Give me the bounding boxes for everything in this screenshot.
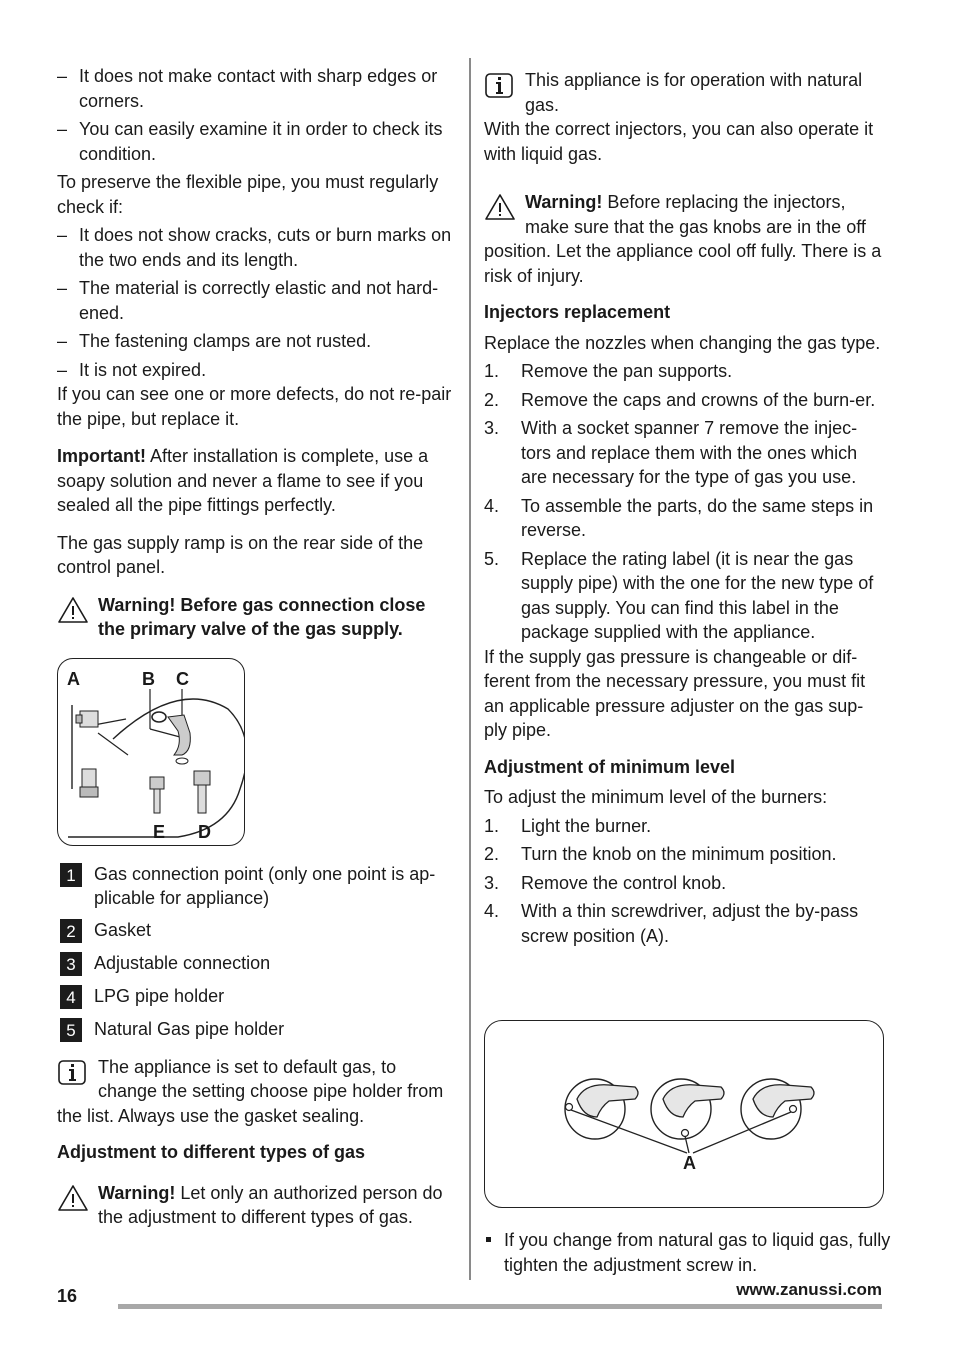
warning-triangle-icon: [57, 596, 89, 624]
info-default-gas: [57, 1055, 457, 1129]
left-column: [57, 64, 457, 1230]
warning-text: Before replacing the injectors, make sure that the gas knobs are in the off position. Let the appliance cool off fully. There is a risk of injury.: [484, 192, 882, 286]
step-number: 1.: [484, 815, 500, 836]
warning-body: [98, 1181, 457, 1230]
figure-label-b: B: [142, 668, 155, 689]
heading-injectors-replacement: Injectors replacement: [484, 302, 671, 322]
step-text: Remove the pan supports.: [521, 361, 733, 381]
list-item: [484, 547, 884, 645]
heading-adjust-gas-types: Adjustment to different types of gas: [57, 1142, 366, 1162]
ramp-paragraph: The gas supply ramp is on the rear side of the control panel.: [57, 532, 424, 577]
warning-label: Warning!: [525, 192, 603, 212]
warning-label: Warning!: [98, 1182, 176, 1203]
step-number: 4.: [484, 901, 500, 921]
warning-gas-connection: [57, 593, 457, 642]
legend-text: Gas connection point (only one point is ap-plicable for appliance): [94, 863, 436, 908]
info-text: This appliance is for operation with natural gas.: [525, 70, 863, 115]
step-number: 2.: [484, 844, 500, 864]
step-text: To assemble the parts, do the same steps in reverse.: [521, 495, 874, 540]
minimum-level-steps: [484, 814, 884, 949]
list-item: [484, 359, 884, 384]
list-item: [484, 388, 884, 413]
info-icon: [484, 71, 516, 99]
step-number: 1.: [484, 361, 500, 381]
warning-triangle-icon: [57, 1184, 89, 1212]
website-url: www.zanussi.com: [736, 1280, 882, 1299]
step-number: 5.: [484, 548, 500, 569]
figure-label-c: C: [176, 668, 189, 689]
page-number: 16: [57, 1286, 78, 1306]
warning-text: Let only an authorized person do the adjustment to different types of gas.: [98, 1182, 443, 1227]
figure-legend: [57, 862, 457, 1043]
list-item: – The fastening clamps are not rusted.: [57, 329, 457, 354]
legend-number: 2: [60, 919, 82, 943]
legend-item: [57, 951, 457, 977]
list-item: – It does not make contact with sharp edges or corners.: [57, 64, 457, 113]
liquid-gas-paragraph: With the correct injectors, you can also operate it with liquid gas.: [484, 119, 874, 164]
step-text: Turn the knob on the minimum position.: [521, 844, 837, 864]
figure-label-a: A: [683, 1153, 696, 1173]
important-label: Important!: [57, 446, 146, 466]
legend-text: Gasket: [94, 919, 152, 940]
list-item: – The material is correctly elastic and not hard-ened.: [57, 276, 457, 325]
legend-text: LPG pipe holder: [94, 985, 225, 1006]
list-item: [484, 494, 884, 543]
column-divider: [469, 58, 471, 1280]
legend-item: [57, 1017, 457, 1043]
legend-text: Adjustable connection: [94, 952, 271, 973]
gas-connection-figure: [57, 658, 245, 846]
legend-number: 5: [60, 1018, 82, 1042]
step-text: With a socket spanner 7 remove the injec-tors and replace them with the ones which are necessary for the type of gas you use.: [521, 418, 858, 487]
legend-item: [57, 918, 457, 944]
tighten-screw-bullet: If you change from natural gas to liquid gas, fully tighten the adjustment screw in.: [484, 1228, 904, 1277]
list-item: [484, 899, 884, 948]
step-text: Remove the caps and crowns of the burn-er.: [521, 389, 876, 410]
info-text: The appliance is set to default gas, to change the setting choose pipe holder from the list. Always use the gasket sealing.: [57, 1056, 444, 1126]
list-item: – It is not expired.: [57, 358, 457, 383]
warning-authorized-person: [57, 1181, 457, 1230]
important-paragraph: [57, 444, 457, 518]
min-intro: To adjust the minimum level of the burners:: [484, 787, 828, 807]
list-item: [484, 842, 884, 867]
important-text: After installation is complete, use a soapy solution and never a flame to see if you sealed all the pipe fittings perfectly.: [57, 446, 429, 515]
figure-label-e: E: [153, 821, 166, 842]
pressure-paragraph: If the supply gas pressure is changeable or dif-ferent from the necessary pressure, you must fit an applicable pressure adjuster on the gas sup-ply pipe.: [484, 646, 866, 740]
legend-number: 1: [60, 863, 82, 887]
step-text: Replace the rating label (it is near the gas supply pipe) with the one for the new type of gas supply. You can find this label in the package supplied with the appliance.: [521, 548, 874, 642]
step-number: 2.: [484, 389, 500, 410]
warning-triangle-icon: [484, 193, 516, 221]
step-text: Light the burner.: [521, 815, 652, 836]
step-number: 3.: [484, 872, 500, 893]
footer-rule: [118, 1304, 882, 1309]
step-text: Remove the control knob.: [521, 872, 727, 893]
warning-text: Warning! Before gas connection close the primary valve of the gas supply.: [98, 594, 426, 639]
legend-number: 4: [60, 985, 82, 1009]
preserve-intro: To preserve the flexible pipe, you must regularly check if:: [57, 172, 439, 217]
info-icon: [57, 1058, 89, 1086]
list-item: – You can easily examine it in order to check its condition.: [57, 117, 457, 166]
legend-number: 3: [60, 952, 82, 976]
figure-label-a: A: [67, 668, 80, 689]
step-number: 3.: [484, 418, 500, 438]
burner-knobs-illustration: [485, 1021, 883, 1207]
step-number: 4.: [484, 495, 500, 516]
step-text: With a thin screwdriver, adjust the by-pass screw position (A).: [521, 901, 859, 946]
list-item: [484, 871, 884, 896]
figure-label-d: D: [198, 821, 211, 842]
list-item: [484, 814, 884, 839]
legend-item: [57, 862, 457, 911]
bypass-screw-figure: [484, 1020, 884, 1208]
heading-minimum-level: Adjustment of minimum level: [484, 756, 736, 777]
legend-text: Natural Gas pipe holder: [94, 1018, 285, 1039]
defects-paragraph: If you can see one or more defects, do not re-pair the pipe, but replace it.: [57, 384, 452, 429]
nozzles-paragraph: Replace the nozzles when changing the gas type.: [484, 332, 881, 353]
right-column: [484, 68, 884, 952]
list-item: – It does not show cracks, cuts or burn marks on the two ends and its length.: [57, 223, 457, 272]
injector-steps: [484, 359, 884, 645]
legend-item: [57, 984, 457, 1010]
warning-injectors: [484, 190, 884, 288]
list-item: [484, 416, 884, 490]
info-natural-gas: [484, 68, 884, 117]
